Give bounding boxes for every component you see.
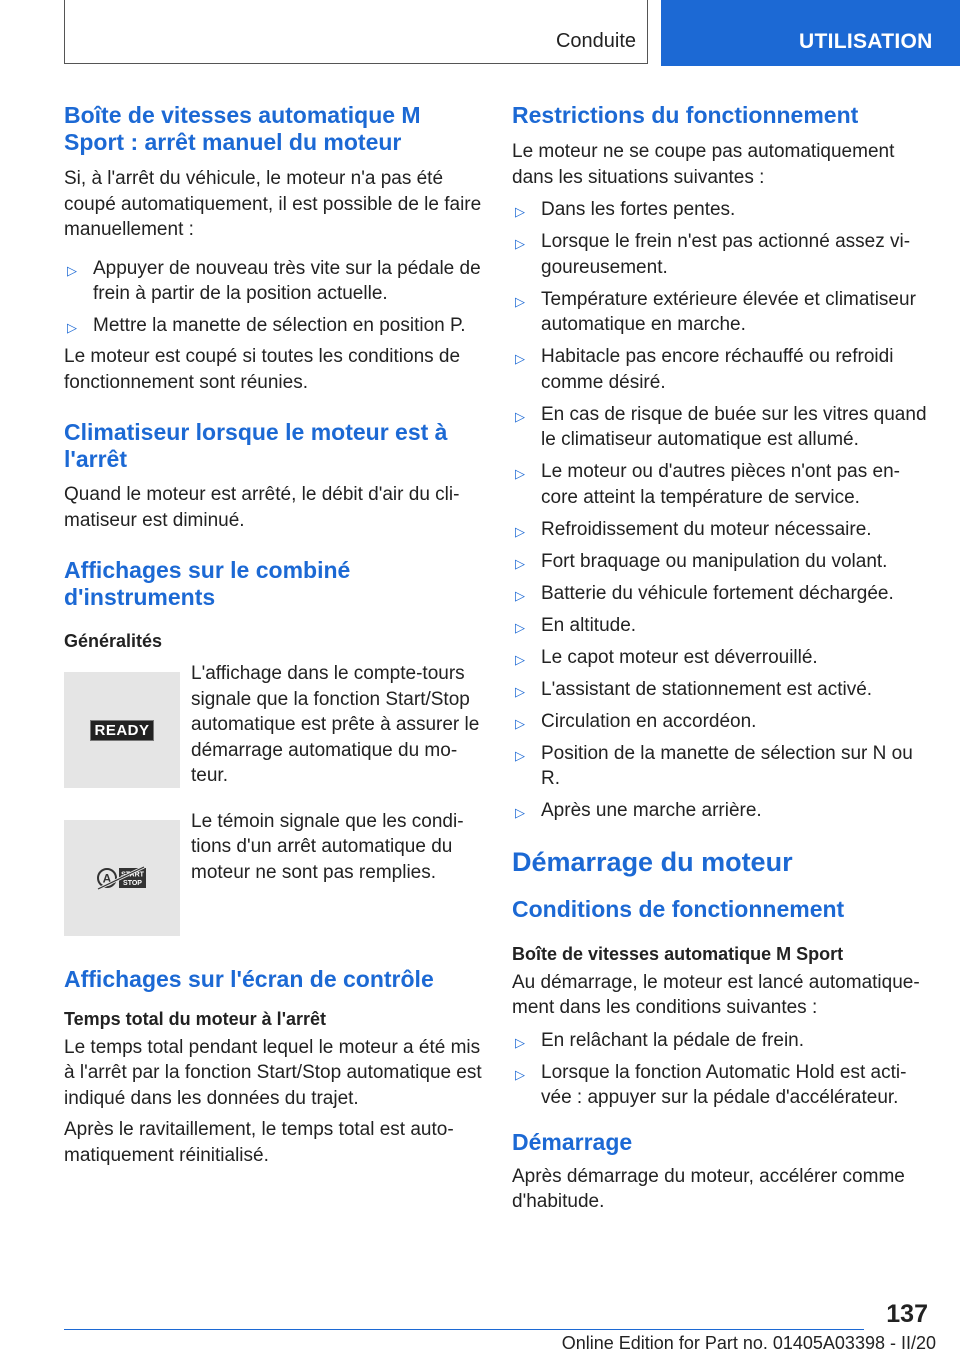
paragraph: Si, à l'arrêt du véhicule, le moteur n'a pas été coupé automatiquement, il est possible de le faire manuellement :: [64, 168, 482, 240]
subheading-general: Généralités: [64, 631, 163, 651]
right-column: [512, 102, 930, 1215]
bullet-list: [512, 197, 930, 824]
svg-text:STOP: STOP: [123, 879, 142, 887]
list-item: ▷ Mettre la manette de sélection en position P.: [64, 313, 482, 339]
paragraph: Après le ravitaillement, le temps total est automatiquement réinitialisé.: [64, 1119, 454, 1166]
ready-indicator-label: READY: [90, 720, 153, 741]
start-stop-symbol-icon: [96, 864, 148, 892]
triangle-bullet-icon: ▷: [515, 466, 525, 481]
triangle-bullet-icon: ▷: [515, 351, 525, 366]
triangle-bullet-icon: ▷: [515, 1034, 525, 1050]
ready-indicator-image: [64, 672, 180, 788]
page-number: 137: [886, 1300, 928, 1328]
indicator-start-stop-unavailable: [64, 809, 482, 936]
section-title-conditions: Conditions de fonctionnement: [512, 895, 845, 922]
list-item: ▷ Appuyer de nouveau très vite sur la pédale de frein à partir de la position actuelle.: [67, 257, 481, 304]
list-item: ▷ En altitude.: [512, 613, 930, 639]
indicator-description: Le témoin signale que les conditions d'un arrêt automatique du moteur ne sont pas remplies.: [191, 810, 464, 883]
triangle-bullet-icon: ▷: [515, 651, 525, 667]
indicator-ready: [64, 661, 482, 789]
list-item: ▷ Lorsque la fonction Automatic Hold est activée : appuyer sur la pédale d'accélérateur.: [515, 1061, 907, 1108]
list-item: ▷ Circulation en accordéon.: [512, 709, 930, 735]
bullet-list: [512, 1028, 930, 1111]
section-title-instrument-display: Affichages sur le combiné d'instruments: [64, 557, 351, 610]
list-item: ▷ En relâchant la pédale de frein.: [512, 1028, 930, 1054]
triangle-bullet-icon: ▷: [67, 319, 77, 335]
triangle-bullet-icon: ▷: [515, 293, 525, 309]
paragraph: Après démarrage du moteur, accélérer comme d'habitude.: [512, 1165, 905, 1212]
list-item: ▷ Dans les fortes pentes.: [512, 197, 930, 223]
triangle-bullet-icon: ▷: [515, 1066, 525, 1082]
list-item: ▷ L'assistant de stationnement est activé.: [512, 677, 930, 703]
triangle-bullet-icon: ▷: [515, 408, 525, 424]
triangle-bullet-icon: ▷: [515, 747, 525, 763]
triangle-bullet-icon: ▷: [515, 236, 525, 251]
triangle-bullet-icon: ▷: [515, 204, 525, 219]
footer-divider: [64, 1329, 864, 1330]
start-stop-off-icon: [64, 820, 180, 936]
section-title-engine-start: Démarrage du moteur: [512, 846, 793, 877]
header-section-label: Conduite: [555, 30, 636, 52]
list-item: ▷ Température extérieure élevée et climatiseur automatique en marche.: [515, 288, 916, 335]
triangle-bullet-icon: ▷: [515, 715, 525, 731]
section-title-climate: Climatiseur lorsque le moteur est à l'arrêt: [64, 419, 448, 472]
section-title-startup: Démarrage: [512, 1128, 633, 1155]
triangle-bullet-icon: ▷: [515, 619, 525, 635]
triangle-bullet-icon: ▷: [515, 555, 525, 571]
footer-edition: Online Edition for Part no. 01405A03398 - II/20: [561, 1333, 936, 1353]
subheading-gearbox: Boîte de vitesses automatique M Sport: [512, 943, 844, 964]
paragraph: Au démarrage, le moteur est lancé automatiquement dans les conditions suivantes :: [512, 971, 920, 1018]
paragraph: Le moteur est coupé si toutes les conditions de fonctionnement sont réunies.: [64, 346, 461, 393]
chapter-tab-label: UTILISATION: [799, 30, 933, 53]
subheading-total-time: Temps total du moteur à l'arrêt: [64, 1008, 326, 1029]
triangle-bullet-icon: ▷: [515, 523, 525, 539]
list-item: ▷ En cas de risque de buée sur les vitres quand le climatiseur automatique est allumé.: [515, 403, 927, 450]
paragraph: Le moteur ne se coupe pas automatiquement dans les situations suivantes :: [512, 141, 895, 188]
list-item: ▷ Le moteur ou d'autres pièces n'ont pas encore atteint la température de service.: [515, 461, 900, 508]
section-title-control-display: Affichages sur l'écran de contrôle: [64, 965, 434, 992]
list-item: ▷ Le capot moteur est déverrouillé.: [512, 645, 930, 671]
paragraph: Le temps total pendant lequel le moteur a été mis à l'arrêt par la fonction Start/Stop automatique est indiqué dans les données du trajet.: [64, 1036, 482, 1109]
section-title-manual-stop: Boîte de vitesses automatique M Sport : arrêt manuel du moteur: [64, 102, 421, 155]
chapter-tab[interactable]: [661, 0, 960, 66]
list-item: ▷ Fort braquage ou manipulation du volant.: [512, 549, 930, 575]
left-column: [64, 102, 482, 1168]
list-item: ▷ Lorsque le frein n'est pas actionné assez vigoureusement.: [515, 231, 911, 278]
bullet-list: [64, 256, 482, 339]
paragraph: Quand le moteur est arrêté, le débit d'air du climatiseur est diminué.: [64, 484, 460, 531]
triangle-bullet-icon: ▷: [67, 262, 77, 278]
triangle-bullet-icon: ▷: [515, 805, 525, 820]
triangle-bullet-icon: ▷: [515, 683, 525, 699]
triangle-bullet-icon: ▷: [515, 587, 525, 603]
list-item: ▷ Refroidissement du moteur nécessaire.: [512, 517, 930, 543]
svg-text:START: START: [121, 871, 144, 878]
section-title-restrictions: Restrictions du fonctionnement: [512, 102, 859, 128]
list-item: ▷ Habitacle pas encore réchauffé ou refroidi comme désiré.: [515, 346, 894, 393]
list-item: ▷ Après une marche arrière.: [512, 798, 930, 824]
list-item: ▷ Position de la manette de sélection sur N ou R.: [515, 742, 913, 789]
svg-text:A: A: [102, 871, 112, 885]
list-item: ▷ Batterie du véhicule fortement déchargée.: [512, 581, 930, 607]
indicator-description: L'affichage dans le compte-tours signale que la fonction Start/Stop automatique est prête à assurer le démarrage automatique du moteur.: [191, 663, 480, 786]
